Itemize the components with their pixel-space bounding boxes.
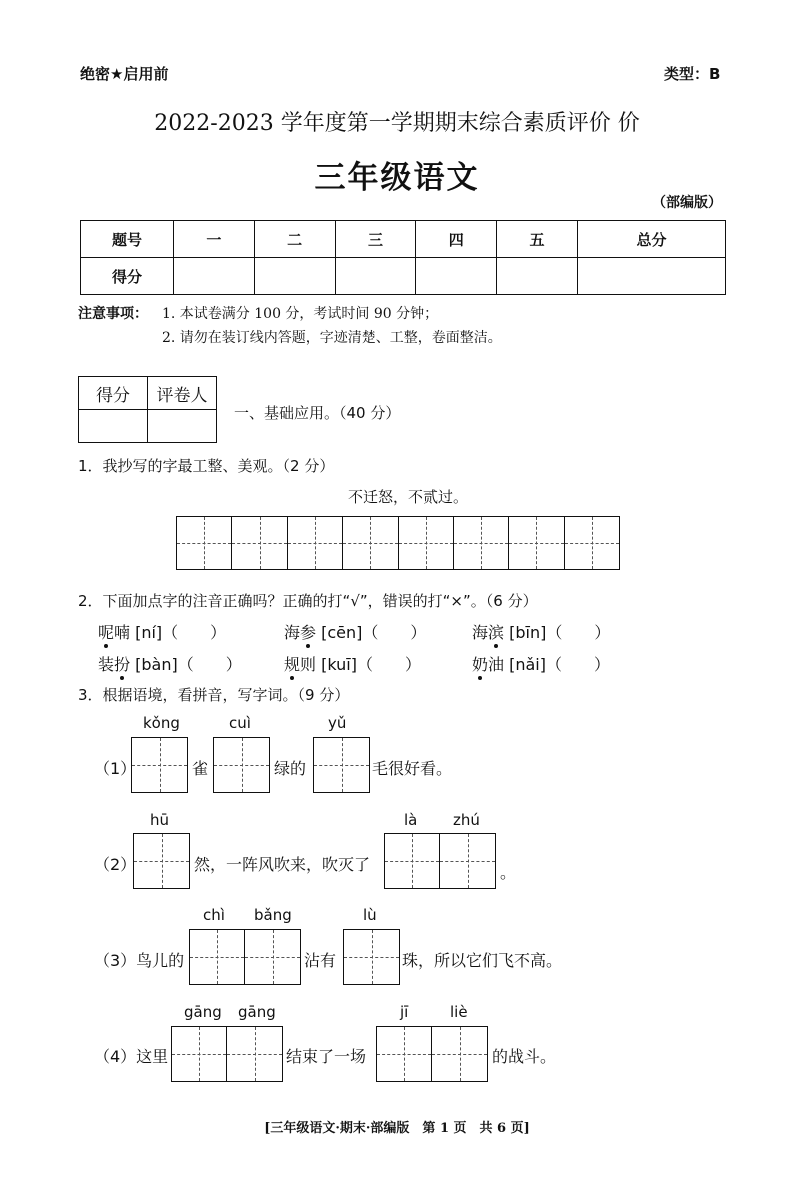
item-suffix: 则 [kuī]（ ） xyxy=(300,655,421,674)
question-3-text: 3．根据语境，看拼音，写字词。（9 分） xyxy=(78,686,350,704)
dotted-char: 滨 xyxy=(488,623,505,642)
writing-box[interactable] xyxy=(131,737,188,793)
pinyin-label: lù xyxy=(363,906,377,924)
exam-subject: 三年级语文 xyxy=(314,160,480,196)
pinyin-label: chì xyxy=(203,906,225,924)
exam-title: 2022-2023 学年度第一学期期末综合素质评价 价 xyxy=(154,111,640,136)
pinyin-label: cuì xyxy=(229,714,251,732)
item-prefix: 装 xyxy=(98,655,115,674)
question-1-text: 1．我抄写的字最工整、美观。（2 分） xyxy=(78,457,335,475)
table-cell: 三 xyxy=(335,221,416,258)
pinyin-check-item[interactable] xyxy=(284,652,421,675)
notes-line-2: 2. 请勿在装订线内答题，字迹清楚、工整，卷面整洁。 xyxy=(162,330,502,346)
dotted-char: 奶 xyxy=(472,655,489,674)
page-footer: [三年级语文·期末·部编版 第 1 页 共 6 页] xyxy=(264,1121,530,1136)
sentence-text: 然，一阵风吹来，吹灭了 xyxy=(194,855,371,874)
item-suffix: 油 [nǎi]（ ） xyxy=(488,655,610,674)
pinyin-label: yǔ xyxy=(328,714,347,732)
score-input-cell[interactable] xyxy=(497,258,578,295)
pinyin-label: là xyxy=(404,811,418,829)
writing-box[interactable] xyxy=(133,833,190,889)
table-cell: 总分 xyxy=(577,221,725,258)
paper-type: 类型：B xyxy=(664,65,721,83)
writing-box[interactable] xyxy=(376,1026,488,1082)
question-2-text: 2．下面加点字的注音正确吗？正确的打“√”，错误的打“×”。（6 分） xyxy=(78,592,538,610)
writing-box[interactable] xyxy=(313,737,370,793)
sentence-text: 的战斗。 xyxy=(492,1047,557,1066)
table-cell: 二 xyxy=(254,221,335,258)
sentence-text: 结束了一场 xyxy=(286,1047,367,1066)
sentence-3-label: （3）鸟儿的 xyxy=(94,951,185,970)
score-table-score-row xyxy=(81,258,726,295)
table-cell: 得分 xyxy=(81,258,174,295)
pinyin-check-item[interactable] xyxy=(98,652,242,675)
dotted-char: 呢 xyxy=(98,623,115,642)
notes-line-1: 1. 本试卷满分 100 分，考试时间 90 分钟； xyxy=(162,306,439,322)
item-prefix: 海 xyxy=(472,623,489,642)
sentence-text: 绿的 xyxy=(274,759,307,778)
writing-box[interactable] xyxy=(189,929,301,985)
pinyin-label: bǎng xyxy=(254,906,292,924)
sentence-text: 毛很好看。 xyxy=(372,759,453,778)
sentence-text: 珠，所以它们飞不高。 xyxy=(402,951,563,970)
pinyin-check-item[interactable] xyxy=(472,652,610,675)
edition-label: （部编版） xyxy=(652,195,722,211)
item-suffix: [bàn]（ ） xyxy=(130,655,242,674)
score-input-cell[interactable] xyxy=(254,258,335,295)
table-cell: 四 xyxy=(416,221,497,258)
notes-label: 注意事项： xyxy=(78,306,148,322)
confidential-mark: 绝密★启用前 xyxy=(80,65,169,83)
pinyin-label: jī xyxy=(400,1003,409,1021)
dotted-char: 扮 xyxy=(114,655,131,674)
dotted-char: 参 xyxy=(300,623,317,642)
writing-box[interactable] xyxy=(343,929,400,985)
grader-score-label: 得分 xyxy=(79,377,148,410)
pinyin-check-item[interactable] xyxy=(472,620,610,643)
score-input-cell[interactable] xyxy=(174,258,255,295)
copy-writing-grid[interactable] xyxy=(176,516,620,570)
table-cell: 一 xyxy=(174,221,255,258)
grader-name-cell[interactable] xyxy=(148,410,217,443)
score-input-cell[interactable] xyxy=(416,258,497,295)
sentence-text: 沾有 xyxy=(304,951,337,970)
grader-score-cell[interactable] xyxy=(79,410,148,443)
question-1-model-text: 不迁怒，不贰过。 xyxy=(348,488,469,506)
item-suffix: 喃 [ní]（ ） xyxy=(114,623,227,642)
section-1-title: 一、基础应用。（40 分） xyxy=(234,404,401,422)
pinyin-label: gāng xyxy=(184,1003,222,1021)
table-cell: 题号 xyxy=(81,221,174,258)
pinyin-label: hū xyxy=(150,811,170,829)
dotted-char: 规 xyxy=(284,655,301,674)
item-prefix: 海 xyxy=(284,623,301,642)
pinyin-label: liè xyxy=(450,1003,468,1021)
sentence-text: 。 xyxy=(500,863,517,882)
score-input-cell[interactable] xyxy=(335,258,416,295)
item-suffix: [cēn]（ ） xyxy=(316,623,427,642)
pinyin-label: zhú xyxy=(453,811,480,829)
sentence-text: 雀 xyxy=(192,759,209,778)
grader-box xyxy=(78,376,217,443)
score-input-cell[interactable] xyxy=(577,258,725,295)
pinyin-label: gāng xyxy=(238,1003,276,1021)
sentence-1-label: （1） xyxy=(94,759,137,778)
writing-box[interactable] xyxy=(384,833,496,889)
score-table xyxy=(80,220,726,295)
pinyin-label: kǒng xyxy=(143,714,180,732)
pinyin-check-item[interactable] xyxy=(98,620,226,643)
grader-name-label: 评卷人 xyxy=(148,377,217,410)
table-cell: 五 xyxy=(497,221,578,258)
writing-box[interactable] xyxy=(171,1026,283,1082)
sentence-4-label: （4）这里 xyxy=(94,1047,169,1066)
writing-box[interactable] xyxy=(213,737,270,793)
pinyin-check-item[interactable] xyxy=(284,620,426,643)
score-table-header-row xyxy=(81,221,726,258)
sentence-2-label: （2） xyxy=(94,855,137,874)
item-suffix: [bīn]（ ） xyxy=(504,623,611,642)
